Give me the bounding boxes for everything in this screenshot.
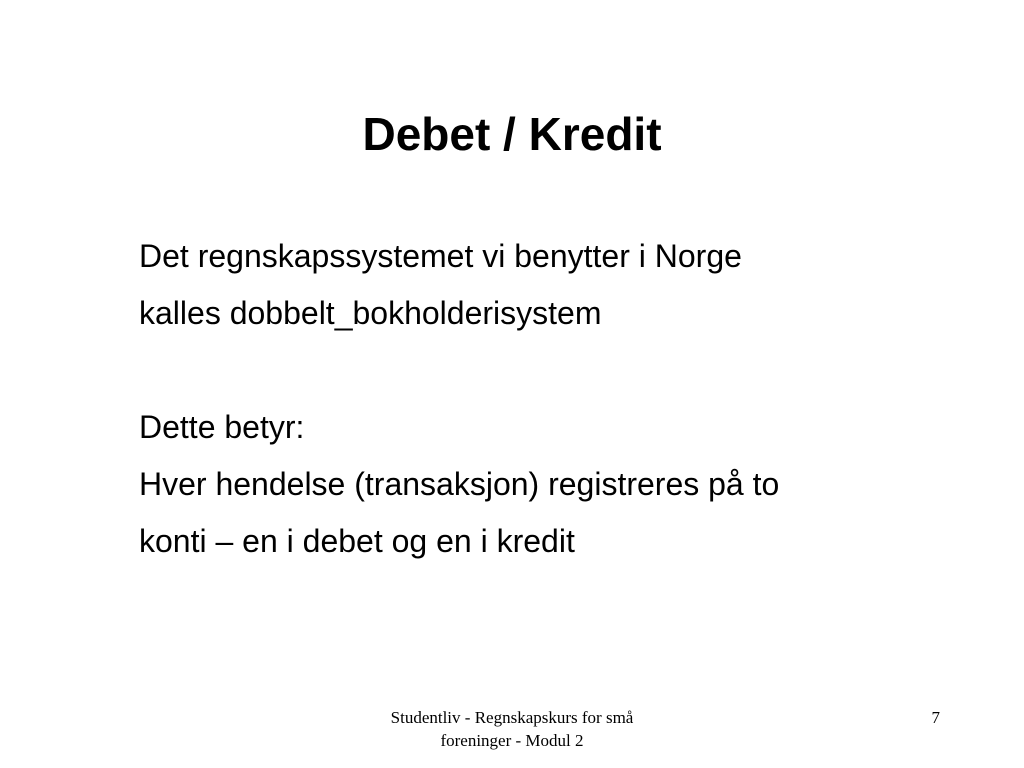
body-line: konti – en i debet og en i kredit <box>139 523 575 559</box>
slide-body <box>139 228 999 570</box>
footer-line: Studentliv - Regnskapskurs for små <box>390 708 634 727</box>
footer-line: foreninger - Modul 2 <box>440 731 584 750</box>
body-line: Dette betyr: <box>139 409 305 445</box>
slide-footer <box>312 706 712 752</box>
body-line: Hver hendelse (transaksjon) registreres på to <box>139 466 780 502</box>
page-number: 7 <box>931 708 940 727</box>
body-line: kalles dobbelt_bokholderisystem <box>139 295 602 331</box>
paragraph-spacer <box>139 342 999 399</box>
slide-title: Debet / Kredit <box>362 108 662 160</box>
body-line: Det regnskapssystemet vi benytter i Norge <box>139 238 742 274</box>
